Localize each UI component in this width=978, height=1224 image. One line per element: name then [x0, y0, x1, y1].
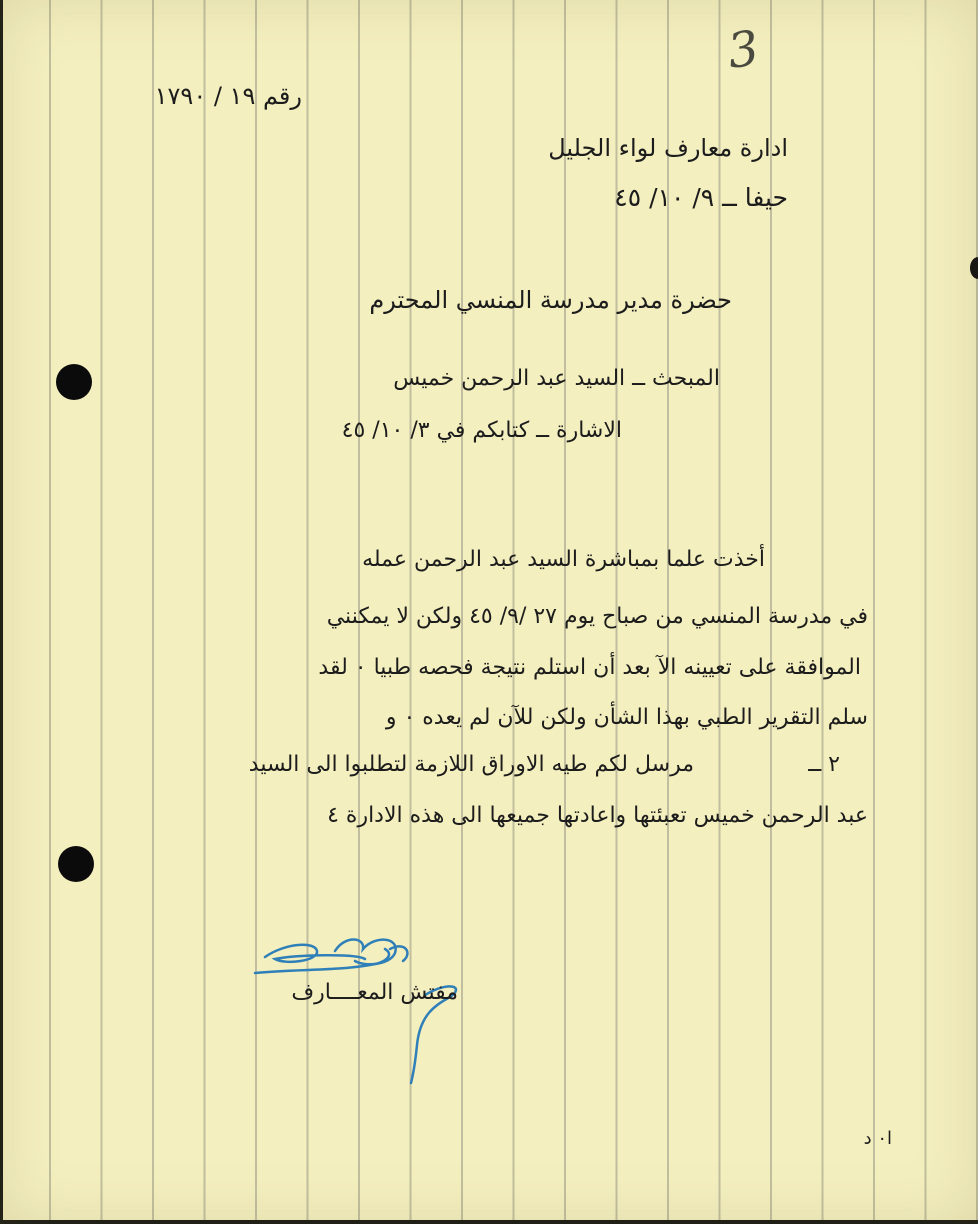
scan-border-bottom [0, 1220, 978, 1224]
paper-edge-notch [970, 257, 978, 279]
department-name: ادارة معارف لواء الجليل [548, 134, 788, 162]
scan-border-left [0, 0, 3, 1224]
body-paragraph-1-line-4: سلم التقرير الطبي بهذا الشأن ولكن للآن لم يعده ٠ و [385, 705, 868, 730]
item-2-number: ٢ ــ [808, 752, 840, 777]
reference-line: الاشارة ــ كتابكم في ٣/ ١٠/ ٤٥ [341, 418, 622, 443]
document-serial-number: رقم ١٩ / ١٧٩٠ [154, 82, 302, 110]
punch-hole-top [56, 364, 92, 400]
signatory-title: مفتش المعــــارف [291, 980, 458, 1005]
body-paragraph-1-line-1: أخذت علما بمباشرة السيد عبد الرحمن عمله [362, 547, 765, 572]
addressee-line: حضرة مدير مدرسة المنسي المحترم [369, 286, 732, 314]
handwritten-signature [235, 925, 475, 1085]
subject-line: المبحث ــ السيد عبد الرحمن خميس [393, 366, 720, 391]
body-paragraph-2-line-1: مرسل لكم طيه الاوراق اللازمة لتطلبوا الى السيد [248, 752, 694, 777]
place-and-date: حيفا ــ ٩/ ١٠/ ٤٥ [614, 183, 788, 212]
punch-hole-bottom [58, 846, 94, 882]
body-paragraph-1-line-2: في مدرسة المنسي من صباح يوم ٢٧ /٩/ ٤٥ ولكن لا يمكنني [326, 604, 868, 629]
body-paragraph-2-line-2: عبد الرحمن خميس تعبئتها واعادتها جميعها الى هذه الادارة ٤ [327, 803, 868, 828]
body-paragraph-1-line-3: الموافقة على تعيينه الآ بعد أن استلم نتيجة فحصه طبيا ٠ لقد [318, 655, 861, 680]
footer-reference-code: ا٠ د [863, 1128, 892, 1149]
corner-page-number: 3 [724, 20, 763, 80]
